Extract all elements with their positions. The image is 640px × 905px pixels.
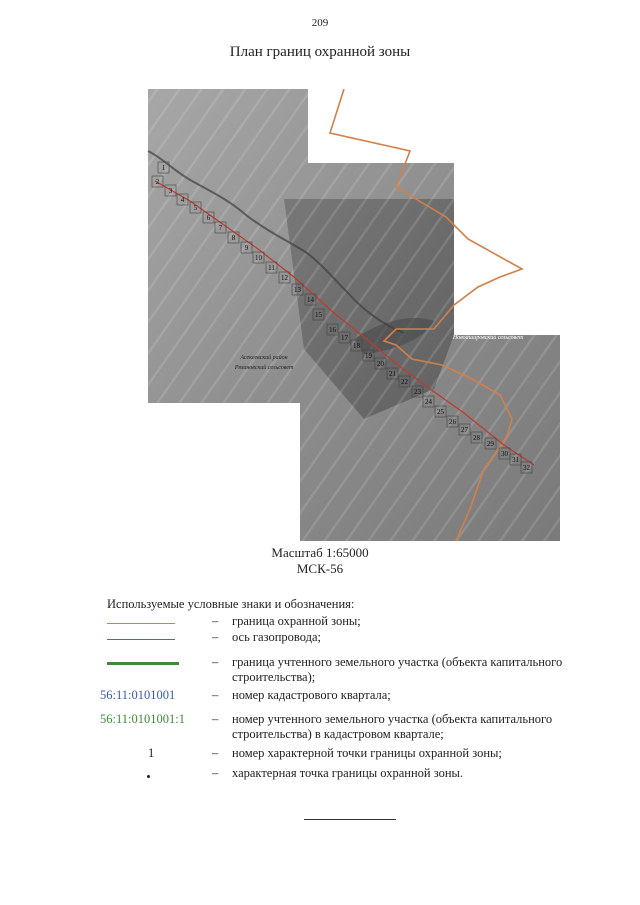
selsovet-label: Новоашировский сельсовет [452, 335, 524, 341]
point-number: 2 [155, 178, 160, 186]
scale-block [0, 545, 640, 577]
point-number: 1 [161, 164, 166, 172]
point-number: 13 [294, 286, 301, 294]
point-number: 6 [206, 214, 211, 222]
legend-title: Используемые условные знаки и обозначения: [107, 597, 355, 611]
point-number-sample: 1 [148, 746, 155, 760]
district-label: Матвеевский район [462, 323, 514, 329]
point-number: 10 [255, 254, 262, 262]
point-number: 14 [307, 296, 314, 304]
point-number: 18 [353, 342, 360, 350]
point-number: 19 [365, 352, 372, 360]
point-number: 17 [341, 334, 348, 342]
point-number: 24 [425, 398, 432, 406]
orange-line-symbol [107, 623, 175, 624]
blue-line-symbol [107, 639, 175, 640]
page-number: 209 [311, 17, 329, 29]
land-plot-code: 56:11:0101001:1 [100, 712, 185, 726]
district-label: Асекеевский район [240, 355, 288, 361]
point-number: 21 [389, 370, 396, 378]
scale-text: Масштаб 1:65000 [271, 545, 369, 560]
point-number: 31 [512, 456, 519, 464]
point-number: 29 [487, 440, 494, 448]
point-number: 22 [401, 378, 408, 386]
footer-rule [304, 819, 396, 820]
point-number: 25 [437, 408, 444, 416]
point-number: 5 [193, 204, 198, 212]
coordinate-system: МСК-56 [296, 561, 344, 576]
point-number: 32 [523, 464, 530, 472]
point-number: 7 [218, 224, 223, 232]
point-number: 15 [315, 311, 322, 319]
point-number: 28 [473, 434, 480, 442]
green-line-symbol [107, 662, 179, 665]
point-number: 20 [377, 360, 384, 368]
cadastral-quarter-code: 56:11:0101001 [100, 688, 176, 702]
point-number: 3 [168, 187, 173, 195]
point-number: 30 [501, 450, 508, 458]
point-symbol [147, 775, 150, 778]
map-plan [134, 89, 560, 541]
point-number: 16 [329, 326, 336, 334]
page-title: План границ охранной зоны [229, 44, 411, 60]
point-number: 26 [449, 418, 456, 426]
point-number: 27 [461, 426, 468, 434]
point-number: 9 [244, 244, 249, 252]
point-number: 23 [414, 388, 421, 396]
selsovet-label: Рязановский сельсовет [234, 365, 294, 371]
point-number: 11 [268, 264, 275, 272]
point-number: 8 [231, 234, 236, 242]
point-number: 4 [180, 196, 185, 204]
point-number: 12 [281, 274, 288, 282]
